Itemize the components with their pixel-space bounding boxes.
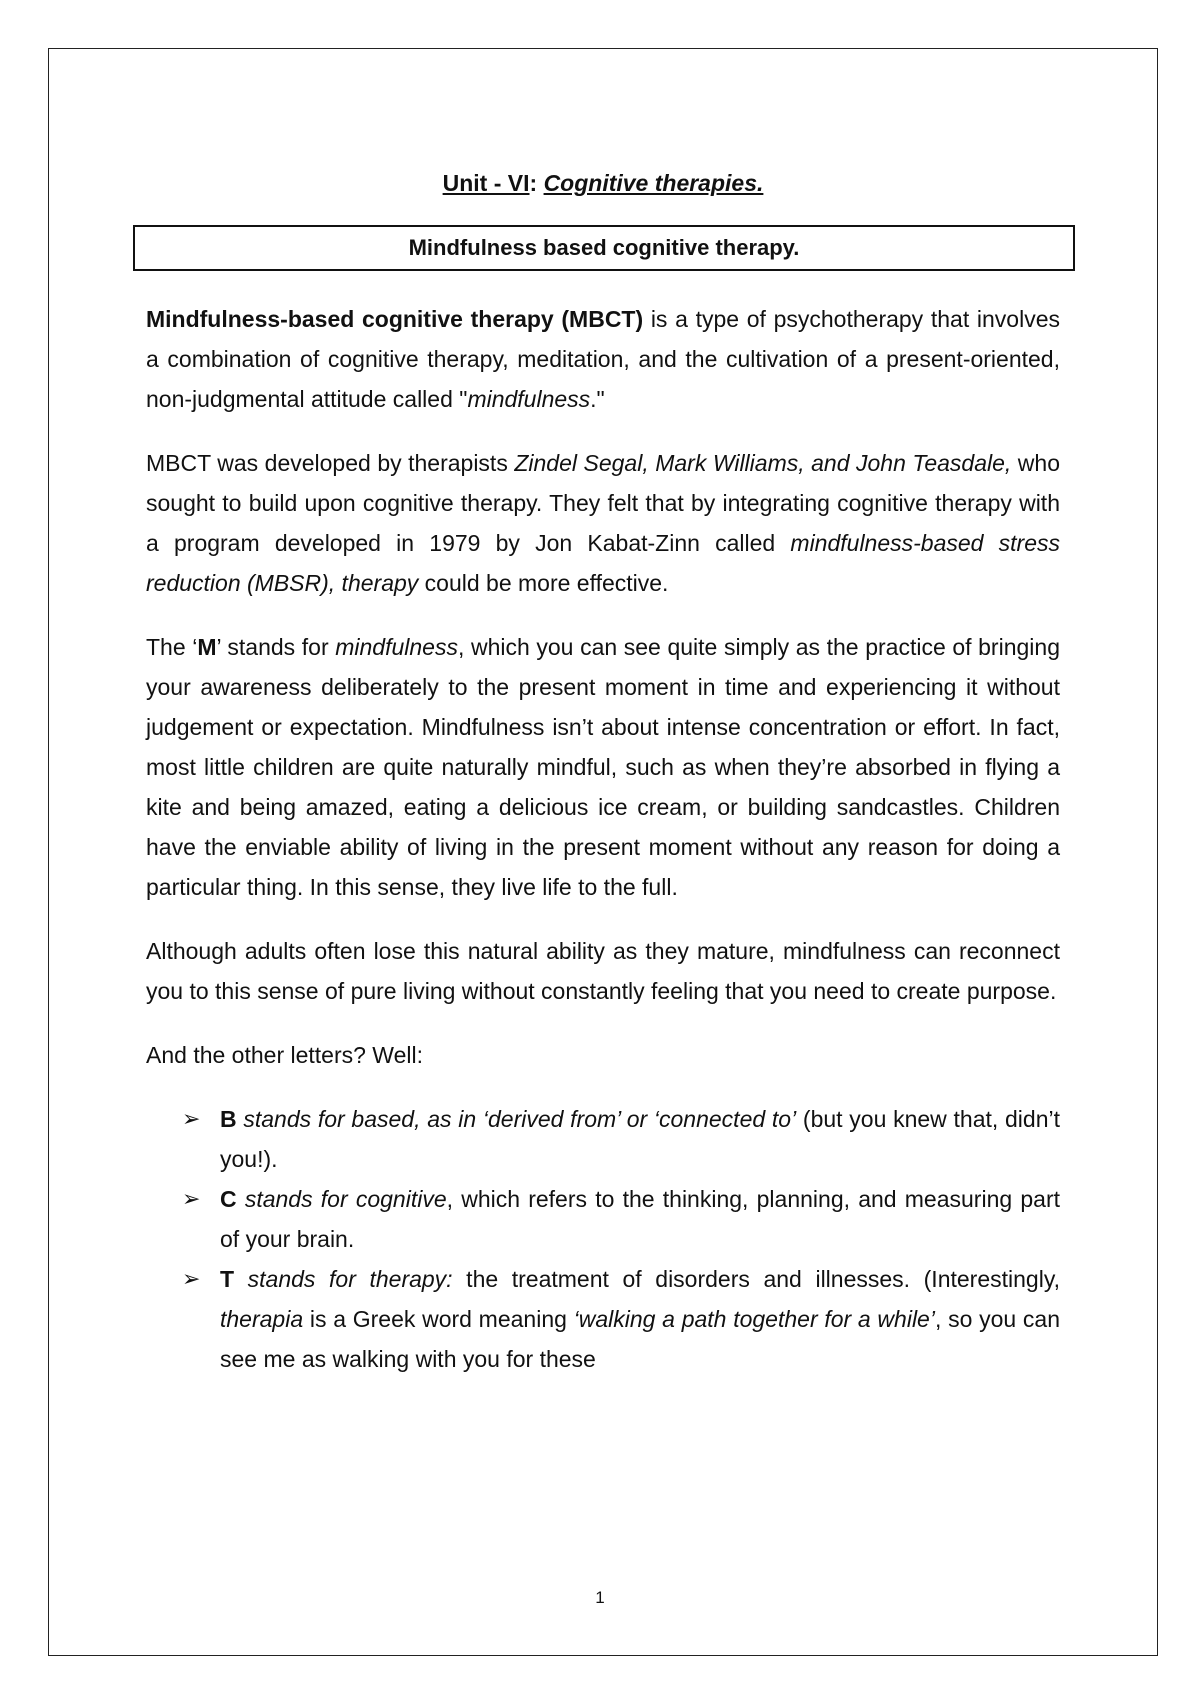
list-text: , so you can see me as walking with you for these [220, 1306, 1061, 1372]
italic-names: Zindel Segal, Mark Williams, and John Teasdale, [514, 450, 1012, 476]
bold-letter: C [220, 1186, 237, 1212]
unit-colon: : [529, 170, 544, 196]
italic-text: stands for based, as in ‘derived from’ or ‘connected to’ [236, 1106, 797, 1132]
paragraph-m-stands-for [146, 627, 1060, 907]
paragraph-text: could be more effective. [418, 570, 669, 596]
arrow-bullet-icon: ➢ [182, 1106, 201, 1131]
paragraph-text: ’ stands for [216, 634, 336, 660]
paragraph-text: MBCT was developed by therapists [146, 450, 515, 476]
paragraph-text: is a type of psychotherapy that involves a combination of cognitive therapy, meditation, and the cultivation of a present-oriented, non-judgmental attitude called " [146, 306, 1060, 412]
document-body [146, 170, 1060, 1379]
italic-text: stands for cognitive [236, 1186, 447, 1212]
bold-letter: T [220, 1266, 235, 1292]
section-title-box [133, 225, 1075, 271]
list-text: is a Greek word meaning [303, 1306, 574, 1332]
unit-topic: Cognitive therapies. [543, 170, 764, 196]
italic-text: ‘walking a path together for a while’ [573, 1306, 935, 1332]
paragraph-text: ." [590, 386, 605, 412]
bold-letter: M [197, 634, 217, 660]
unit-title [146, 170, 1060, 197]
bold-letter: B [220, 1106, 237, 1132]
letters-list [146, 1099, 1060, 1379]
list-text: (but you knew that, didn’t you!). [220, 1106, 1060, 1172]
arrow-bullet-icon: ➢ [182, 1186, 201, 1211]
paragraph-text: , which you can see quite simply as the practice of bringing your awareness deliberately to the present moment in time and experiencing it without judgement or expectation. Mindfulness isn’t about intense concentration or effort. In fact, most little children are quite naturally mindful, such as when they’re absorbed in flying a kite and being amazed, eating a delicious ice cream, or building sandcastles. Children have the enviable ability of living in the present moment without any reason for doing a particular thing. In this sense, they live life to the full. [146, 634, 1060, 900]
list-item [146, 1179, 1060, 1259]
italic-program: mindfulness-based stress reduction (MBSR), therapy [146, 530, 1060, 596]
italic-text: therapia [220, 1306, 304, 1332]
page-number: 1 [595, 1588, 605, 1607]
paragraph-text: who sought to build upon cognitive therapy. They felt that by integrating cognitive therapy with a program developed in 1979 by Jon Kabat-Zinn called [146, 450, 1060, 556]
list-text: , which refers to the thinking, planning, and measuring part of your brain. [220, 1186, 1060, 1252]
paragraph-mbct-history [146, 443, 1060, 603]
paragraph-text: The ‘ [146, 634, 198, 660]
arrow-bullet-icon: ➢ [182, 1266, 201, 1291]
bold-term: Mindfulness-based cognitive therapy (MBCT) [146, 306, 644, 332]
italic-term: mindfulness [335, 634, 458, 660]
paragraph-adults: Although adults often lose this natural ability as they mature, mindfulness can reconnect you to this sense of pure living without constantly feeling that you need to create purpose. [146, 938, 1060, 1004]
italic-text: stands for therapy: [234, 1266, 453, 1292]
unit-label: Unit - VI [442, 170, 530, 196]
paragraph-mbct-definition [146, 299, 1060, 419]
list-item [146, 1099, 1060, 1179]
list-item [146, 1259, 1060, 1379]
list-text: the treatment of disorders and illnesses. (Interestingly, [452, 1266, 1060, 1292]
section-title: Mindfulness based cognitive therapy. [408, 235, 800, 260]
paragraph-other-letters: And the other letters? Well: [146, 1042, 423, 1068]
italic-term: mindfulness [467, 386, 591, 412]
